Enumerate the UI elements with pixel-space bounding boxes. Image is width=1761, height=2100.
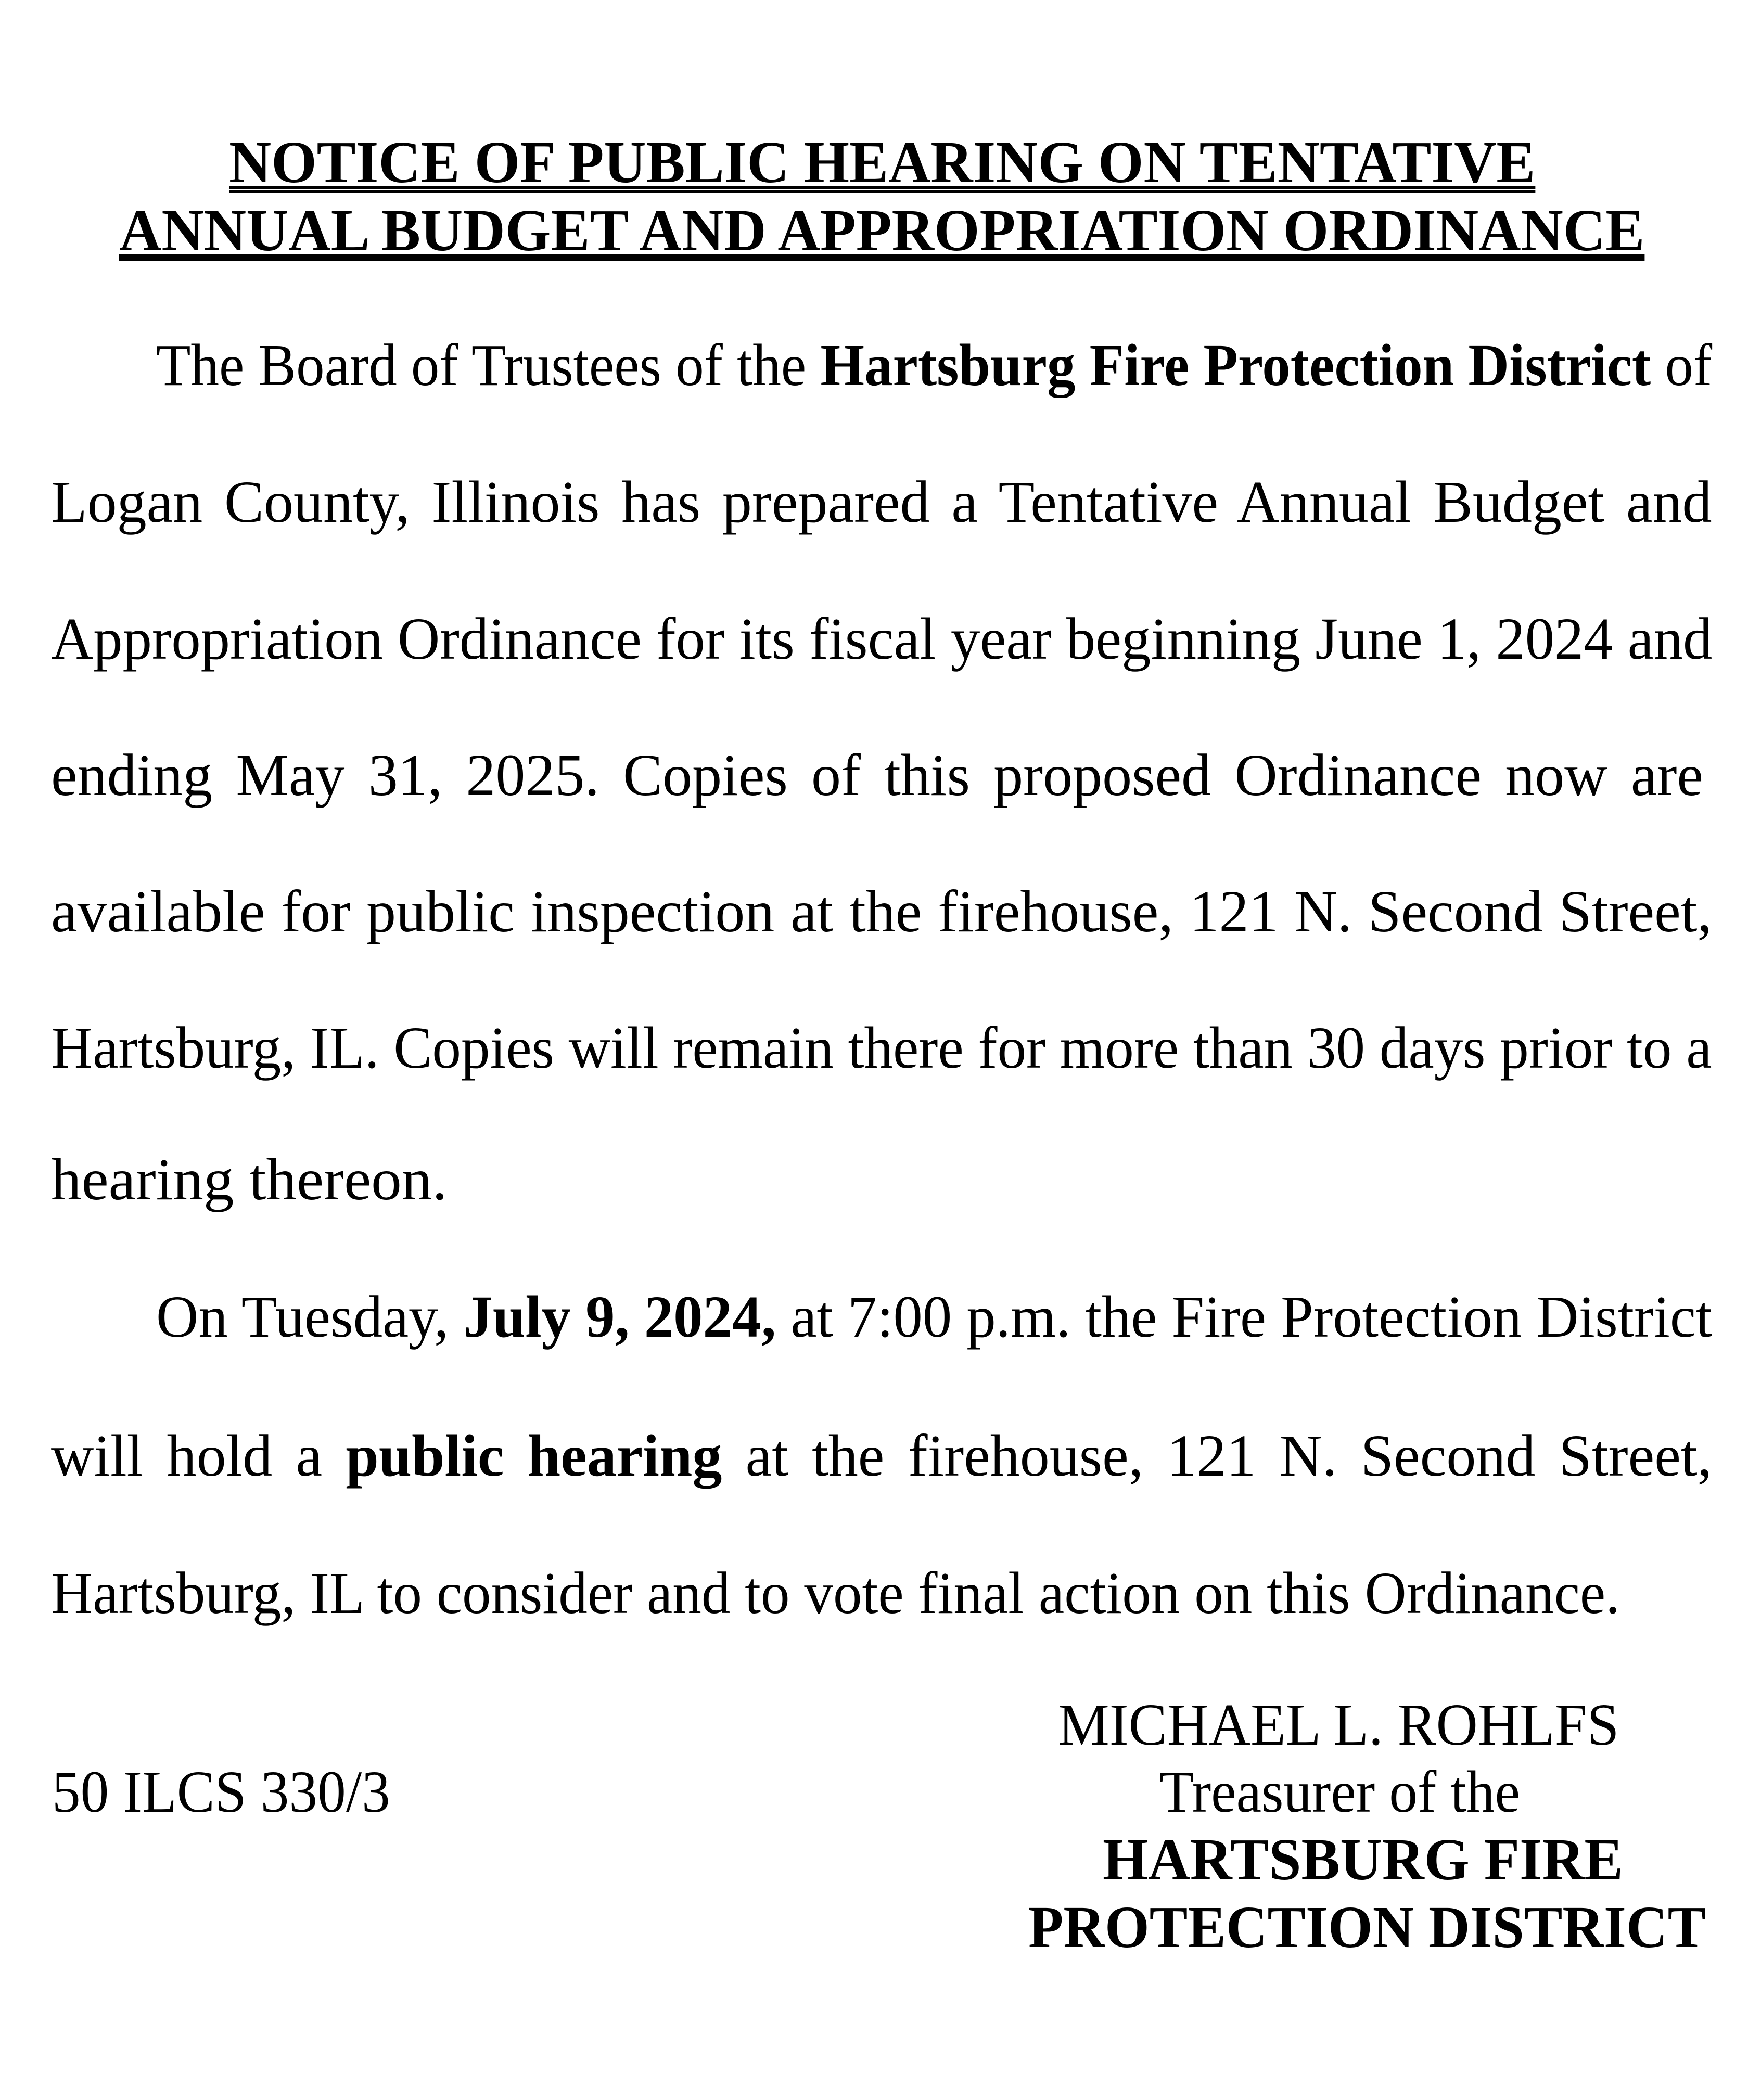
body-text: On Tuesday, [156,1284,464,1350]
body-line [51,469,1712,535]
body-text: Appropriation Ordinance for its fiscal year beginning June 1, 2024 and [51,606,1713,672]
body-line [51,1015,1712,1081]
body-text: The Board of Trustees of the [156,332,821,398]
organization-name-line-1: HARTSBURG FIRE [1103,1826,1623,1892]
body-line [51,878,1712,944]
body-text: hearing thereon. [51,1146,448,1212]
title-line-1: NOTICE OF PUBLIC HEARING ON TENTATIVE [229,129,1536,195]
emphasized-text: July 9, 2024, [463,1284,776,1350]
statute-citation: 50 ILCS 330/3 [52,1759,390,1825]
emphasized-text: Hartsburg Fire Protection District [820,332,1651,398]
signatory-name: MICHAEL L. ROHLFS [1058,1692,1619,1758]
organization-name-line-2: PROTECTION DISTRICT [1028,1894,1706,1960]
body-text: will hold a [51,1423,346,1489]
body-line [156,1284,1713,1350]
body-text: ending May 31, 2025. Copies of this proposed Ordinance now are [51,742,1704,808]
body-line [51,1423,1713,1489]
body-line [156,332,1713,398]
body-line [51,1560,1620,1626]
body-text: of [1651,332,1713,398]
title-line-2: ANNUAL BUDGET AND APPROPRIATION ORDINANCE [119,197,1645,263]
body-text: at the firehouse, 121 N. Second Street, [722,1423,1713,1489]
body-text: available for public inspection at the firehouse, 121 N. Second Street, [51,878,1712,944]
body-line [51,742,1704,808]
body-text: Hartsburg, IL. Copies will remain there for more than 30 days prior to a [51,1015,1712,1081]
body-line [51,1146,448,1212]
body-line [51,606,1713,672]
body-text: at 7:00 p.m. the Fire Protection District [776,1284,1713,1350]
signatory-title: Treasurer of the [1159,1759,1520,1825]
body-text: Logan County, Illinois has prepared a Tentative Annual Budget and [51,469,1712,535]
body-text: Hartsburg, IL to consider and to vote final action on this Ordinance. [51,1560,1620,1626]
emphasized-text: public hearing [346,1423,722,1489]
